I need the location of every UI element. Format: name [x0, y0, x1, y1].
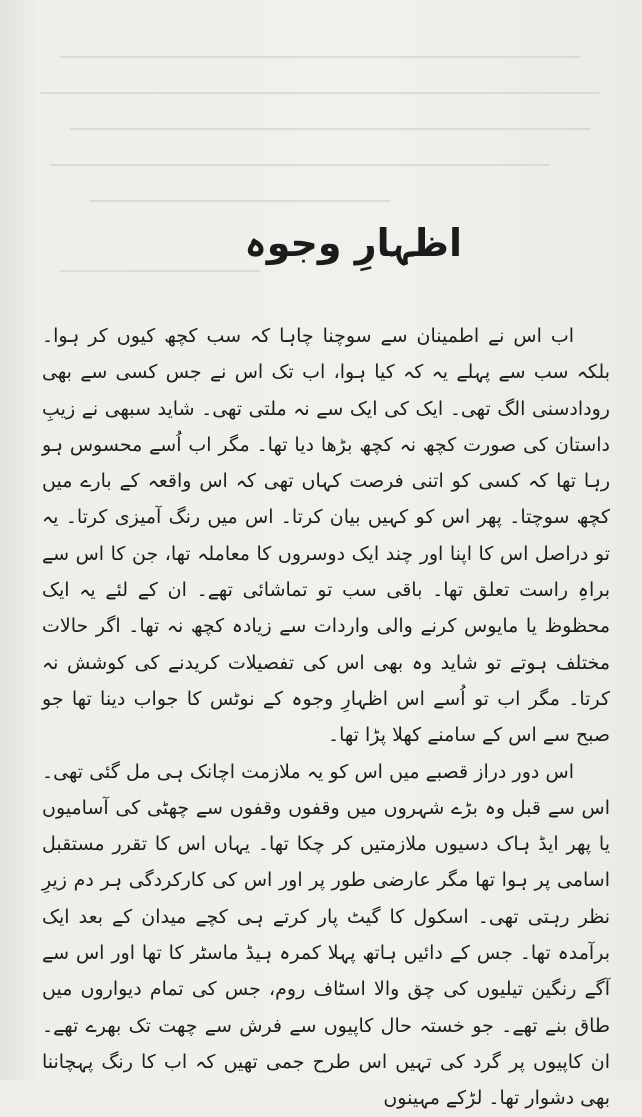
paragraph: اب اس نے اطمینان سے سوچنا چاہا کہ سب کچھ کیوں کر ہوا۔ بلکہ سب سے پہلے یہ کہ کیا ہوا، اب تک اس نے جس کسی سے بھی رودادسنی الگ تھی۔ ایک کی ایک سے نہ ملتی تھی۔ شاید سبھی نے زیبِ داستان کی صورت کچھ نہ کچھ بڑھا دیا تھا۔ مگر اب اُسے محسوس ہو رہا تھا کہ کسی کو اتنی فرصت کہاں تھی کہ اس واقعہ کے بارے میں کچھ سوچتا۔ پھر اس کو کہیں بیان کرتا۔ اس میں رنگ آمیزی کرتا۔ یہ تو دراصل اس کا اپنا اور چند ایک دوسروں کا معاملہ تھا، جن کا اس سے براہِ راست تعلق تھا۔ باقی سب تو تماشائی تھے۔ ان کے لئے یہ ایک محظوظ یا مایوس کرنے والی واردات سے زیادہ کچھ نہ تھا۔ اگر حالات مختلف ہوتے تو شاید وہ بھی اس کی تفصیلات کریدنے کی کوشش نہ کرتا۔ مگر اب تو اُسے اس اظہارِ وجوہ کے نوٹس کا جواب دینا تھا جو صبح سے اس کے سامنے کھلا پڑا تھا۔ [42, 325, 610, 747]
chapter-title: اظہارِ وجوہ [244, 221, 462, 265]
paragraph: اس دور دراز قصبے میں اس کو یہ ملازمت اچانک ہی مل گئی تھی۔ اس سے قبل وہ بڑے شہروں میں وقفوں وقفوں سے چھٹی کی آسامیوں یا پھر ایڈ ہاک دسیوں ملازمتیں کر چکا تھا۔ یہاں اس کا تقرر مستقبل اسامی پر ہوا تھا مگر عارضی طور پر اور اس کی کارکردگی ہر دم زیرِ نظر رہتی تھی۔ اسکول کا گیٹ پار کرتے ہی کچے میدان کے بعد ایک برآمدہ تھا۔ جس کے دائیں ہاتھ پہلا کمرہ ہیڈ ماسٹر کا تھا اور اس سے آگے رنگین تیلیوں کی چق والا اسٹاف روم، جس کی تمام دیواروں میں طاق بنے تھے۔ جو خستہ حال کاپیوں سے فرش سے چھت تک بھرے تھے۔ ان کاپیوں پر گرد کی تہیں اس طرح جمی تھیں کہ اب کا رنگ پہچاننا بھی دشوار تھا۔ لڑکے مہینوں [42, 760, 610, 1110]
body-text [42, 318, 610, 1117]
